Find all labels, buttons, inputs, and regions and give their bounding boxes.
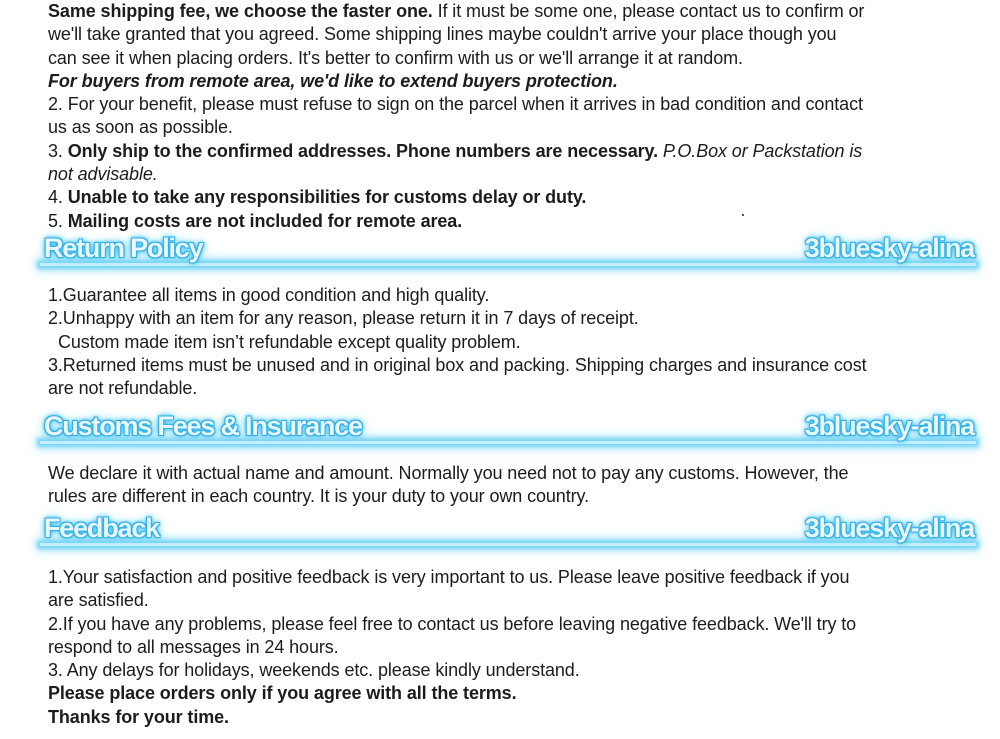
feedback-title: Feedback bbox=[44, 513, 159, 543]
item-number: 3. bbox=[48, 140, 68, 161]
address-requirement: Only ship to the confirmed addresses. Phone numbers are necessary. bbox=[67, 140, 658, 161]
remote-buyer-protection: For buyers from remote area, we'd like to extend buyers protection. bbox=[48, 70, 618, 91]
shipping-line-3: can see it when placing orders. It's better to confirm with us or we'll arrange it at random. bbox=[48, 47, 743, 68]
item-number: 4. bbox=[48, 187, 68, 208]
return-policy-banner bbox=[40, 233, 976, 270]
shipping-item-2-line-1: 2. For your benefit, please must refuse to sign on the parcel when it arrives in bad condition and contact bbox=[48, 94, 863, 115]
customs-title: Customs Fees & Insurance bbox=[44, 411, 362, 441]
store-brand-label: 3bluesky-alina bbox=[804, 513, 974, 543]
store-brand-label: 3bluesky-alina bbox=[804, 233, 974, 263]
customs-responsibility: Unable to take any responsibilities for customs delay or duty. bbox=[67, 187, 587, 208]
closing-terms: Please place orders only if you agree with all the terms. bbox=[48, 683, 517, 704]
shipping-item-4 bbox=[48, 186, 864, 209]
shipping-item-2-line-2: us as soon as possible. bbox=[48, 117, 233, 138]
feedback-item-1-line-2: are satisfied. bbox=[48, 590, 149, 611]
store-brand-label: 3bluesky-alina bbox=[804, 411, 974, 441]
return-policy-section bbox=[48, 284, 867, 400]
return-item-3-line-1: 3.Returned items must be unused and in original box and packing. Shipping charges and insurance cost bbox=[48, 354, 867, 375]
stray-dot bbox=[742, 214, 744, 216]
shipping-section bbox=[48, 0, 864, 233]
return-item-2-note: Custom made item isn’t refundable except quality problem. bbox=[58, 331, 521, 352]
feedback-banner bbox=[40, 513, 976, 550]
return-policy-title: Return Policy bbox=[44, 233, 203, 263]
return-item-1: 1.Guarantee all items in good condition and high quality. bbox=[48, 285, 490, 305]
shipping-item-3-line-2: not advisable. bbox=[48, 164, 158, 185]
shipping-item-3-line-1 bbox=[48, 140, 864, 163]
shipping-fee-statement: Same shipping fee, we choose the faster one. bbox=[48, 1, 433, 21]
feedback-item-2-line-1: 2.If you have any problems, please feel free to contact us before leaving negative feedback. We'll try to bbox=[48, 613, 857, 634]
feedback-item-1-line-1: 1.Your satisfaction and positive feedback is very important to us. Please leave positive feedback if you bbox=[48, 567, 850, 587]
item-number: 5. bbox=[48, 210, 68, 231]
feedback-section bbox=[48, 566, 856, 729]
customs-section bbox=[48, 462, 848, 509]
return-item-2: 2.Unhappy with an item for any reason, please return it in 7 days of receipt. bbox=[48, 308, 639, 329]
shipping-line-1-rest: If it must be some one, please contact us to confirm or bbox=[432, 1, 865, 21]
closing-thanks: Thanks for your time. bbox=[48, 706, 229, 727]
customs-line-1: We declare it with actual name and amount. Normally you need not to pay any customs. However, the bbox=[48, 463, 849, 483]
feedback-item-2-line-2: respond to all messages in 24 hours. bbox=[48, 636, 339, 657]
return-item-3-line-2: are not refundable. bbox=[48, 378, 198, 399]
customs-line-2: rules are different in each country. It is your duty to your own country. bbox=[48, 486, 589, 507]
shipping-line-1 bbox=[48, 0, 864, 23]
feedback-item-3: 3. Any delays for holidays, weekends etc. please kindly understand. bbox=[48, 660, 580, 681]
remote-mailing-cost: Mailing costs are not included for remote area. bbox=[67, 210, 463, 231]
customs-banner bbox=[40, 411, 976, 448]
po-box-note: P.O.Box or Packstation is bbox=[658, 140, 863, 161]
shipping-line-2: we'll take granted that you agreed. Some shipping lines maybe couldn't arrive your place though you bbox=[48, 24, 837, 45]
